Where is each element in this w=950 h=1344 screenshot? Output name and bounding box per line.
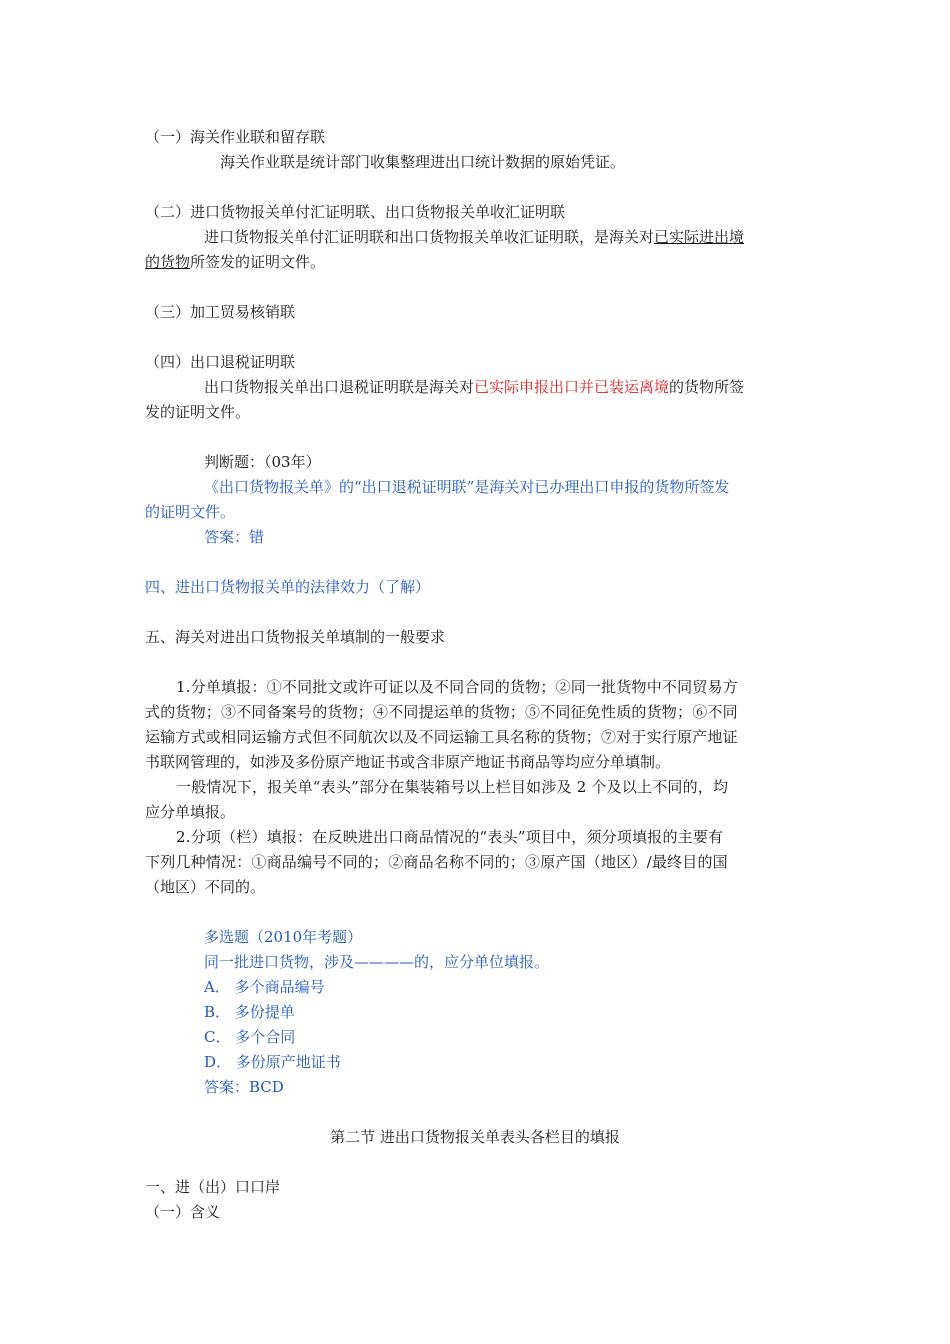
heading-definition: （一）含义	[145, 1203, 221, 1221]
quiz-true-false-title: 判断题：（03年）	[204, 453, 321, 471]
heading-port: 一、进（出）口口岸	[145, 1178, 281, 1196]
paragraph-export-rebate: 出口货物报关单出口退税证明联是海关对已实际申报出口并已装运离境的货物所签	[204, 378, 745, 396]
paragraph-export-rebate-cont: 发的证明文件。	[145, 403, 251, 421]
heading-general-requirements: 五、海关对进出口货物报关单填制的一般要求	[145, 628, 446, 646]
paragraph-separate-filing-l3: 运输方式或相同运输方式但不同航次以及不同运输工具名称的货物；⑦对于实行原产地证	[145, 728, 738, 746]
quiz-multiple-choice-question: 同一批进口货物，涉及————的，应分单位填报。	[204, 953, 550, 971]
paragraph-payment-proof-cont: 的货物所签发的证明文件。	[145, 253, 326, 271]
section-title: 第二节 进出口货物报关单表头各栏目的填报	[330, 1128, 620, 1146]
underlined-term: 已实际进出境	[654, 228, 745, 246]
quiz-option-c: C． 多个合同	[204, 1028, 296, 1046]
underlined-term-cont: 的货物	[145, 253, 191, 271]
heading-processing-trade: （三）加工贸易核销联	[145, 303, 296, 321]
quiz-option-a: A． 多个商品编号	[204, 978, 325, 996]
paragraph-item-filing: 2.分项（栏）填报：在反映进出口商品情况的“表头”项目中，须分项填报的主要有	[176, 828, 724, 846]
quiz-true-false-question: 《出口货物报关单》的“出口退税证明联”是海关对已办理出口申报的货物所签发	[204, 478, 730, 496]
quiz-multiple-choice-answer: 答案：BCD	[204, 1078, 284, 1096]
paragraph-separate-filing-l2: 式的货物；③不同备案号的货物；④不同提运单的货物；⑤不同征免性质的货物；⑥不同	[145, 703, 738, 721]
quiz-true-false-question-cont: 的证明文件。	[145, 503, 236, 521]
quiz-multiple-choice-title: 多选题（2010年考题）	[204, 928, 363, 946]
heading-export-rebate: （四）出口退税证明联	[145, 353, 296, 371]
heading-legal-effect: 四、进出口货物报关单的法律效力（了解）	[145, 578, 431, 596]
paragraph-separate-filing: 1.分单填报：①不同批文或许可证以及不同合同的货物；②同一批货物中不同贸易方	[176, 678, 738, 696]
paragraph-item-filing-l3: （地区）不同的。	[145, 878, 266, 896]
paragraph-separate-filing-l4: 书联网管理的，如涉及多份原产地证书或含非原产地证书商品等均应分单填制。	[145, 753, 671, 771]
highlighted-term: 已实际申报出口并已装运离境	[474, 378, 670, 396]
paragraph-customs-operation: 海关作业联是统计部门收集整理进出口统计数据的原始凭证。	[220, 153, 626, 171]
heading-customs-operation: （一）海关作业联和留存联	[145, 128, 326, 146]
quiz-true-false-answer: 答案：错	[204, 528, 265, 546]
quiz-option-d: D． 多份原产地证书	[204, 1053, 341, 1071]
paragraph-header-rule: 一般情况下，报关单“表头”部分在集装箱号以上栏目如涉及 2 个及以上不同的，均	[176, 778, 729, 796]
heading-payment-proof: （二）进口货物报关单付汇证明联、出口货物报关单收汇证明联	[145, 203, 566, 221]
paragraph-payment-proof: 进口货物报关单付汇证明联和出口货物报关单收汇证明联，是海关对已实际进出境	[204, 228, 745, 246]
paragraph-item-filing-l2: 下列几种情况：①商品编号不同的；②商品名称不同的；③原产国（地区）/最终目的国	[145, 853, 728, 871]
quiz-option-b: B． 多份提单	[204, 1003, 295, 1021]
paragraph-header-rule-l2: 应分单填报。	[145, 803, 236, 821]
